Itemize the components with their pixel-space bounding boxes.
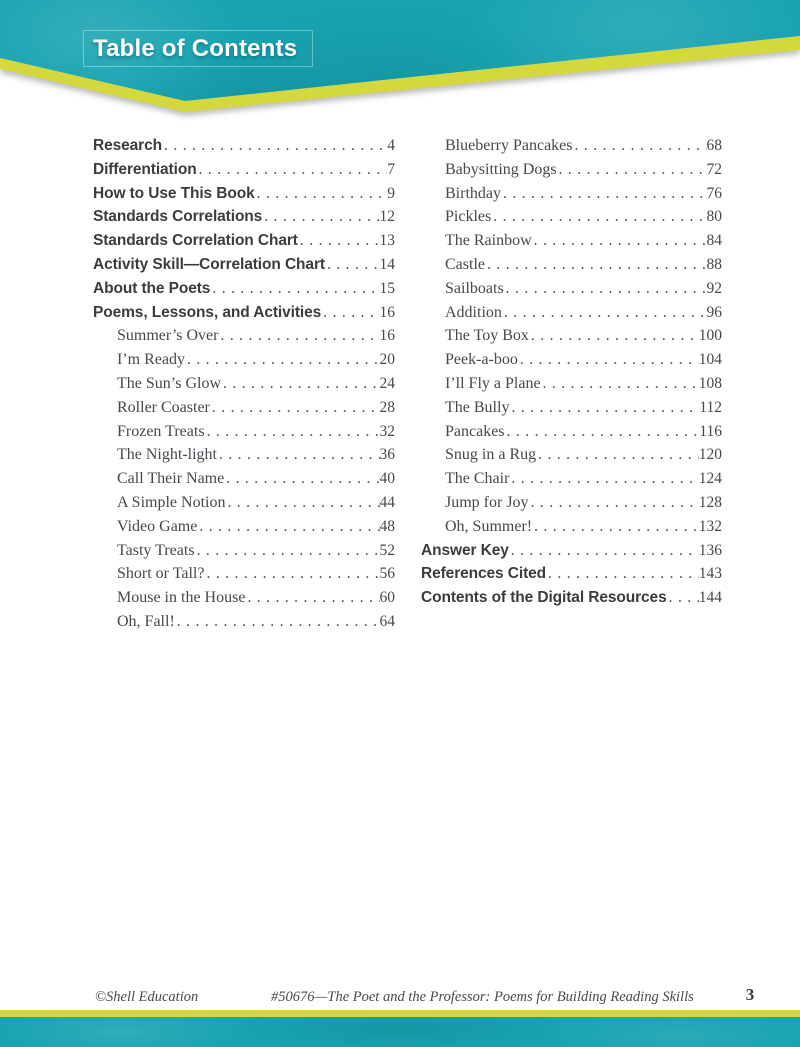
page-number: 124 bbox=[698, 470, 722, 488]
page-number: 136 bbox=[698, 541, 722, 559]
dot-leader bbox=[559, 158, 707, 182]
page-number: 24 bbox=[379, 374, 395, 392]
page-number: 104 bbox=[698, 351, 722, 369]
entry-label: Blueberry Pancakes bbox=[445, 137, 573, 154]
dot-leader bbox=[199, 158, 388, 182]
page-number: 20 bbox=[379, 351, 395, 369]
entry-label: Call Their Name bbox=[117, 470, 225, 488]
page-number: 144 bbox=[698, 589, 722, 607]
page-number: 14 bbox=[379, 255, 395, 273]
page-number: 36 bbox=[379, 446, 395, 464]
page-number: 64 bbox=[379, 612, 395, 630]
toc-entry bbox=[421, 420, 722, 444]
page-number: 52 bbox=[379, 541, 395, 559]
entry-label: Standards Correlations bbox=[93, 208, 263, 226]
dot-leader bbox=[548, 562, 699, 586]
entry-label: Summer’s Over bbox=[117, 327, 219, 345]
page-title-box bbox=[83, 30, 313, 67]
dot-leader bbox=[177, 610, 380, 634]
toc-entry bbox=[421, 348, 722, 372]
dot-leader bbox=[487, 253, 707, 277]
dot-leader bbox=[323, 301, 379, 325]
toc-entry bbox=[93, 158, 395, 182]
toc-entry bbox=[421, 372, 722, 396]
entry-label: The Sun’s Glow bbox=[117, 374, 221, 392]
page-number: 80 bbox=[706, 208, 722, 226]
dot-leader bbox=[300, 229, 380, 253]
entry-label: Roller Coaster bbox=[117, 398, 210, 416]
toc-entry bbox=[93, 253, 395, 277]
toc-entry bbox=[93, 348, 395, 372]
page-number: 116 bbox=[699, 422, 722, 440]
dot-leader bbox=[575, 134, 707, 158]
toc-entry bbox=[93, 539, 395, 563]
page-number: 108 bbox=[698, 374, 722, 392]
toc-entry bbox=[421, 158, 722, 182]
page-number: 4 bbox=[387, 137, 395, 154]
entry-label: Sailboats bbox=[445, 279, 504, 297]
entry-label: The Chair bbox=[445, 470, 510, 488]
dot-leader bbox=[493, 205, 706, 229]
page-number: 84 bbox=[706, 232, 722, 250]
entry-label: Tasty Treats bbox=[117, 541, 195, 559]
page-number: 100 bbox=[698, 327, 722, 345]
dot-leader bbox=[197, 539, 380, 563]
toc-column-left bbox=[93, 134, 395, 634]
footer-accent-rule bbox=[0, 1010, 800, 1017]
toc-entry bbox=[93, 396, 395, 420]
page-number: 112 bbox=[699, 398, 722, 416]
entry-label: Frozen Treats bbox=[117, 422, 205, 440]
dot-leader bbox=[264, 205, 379, 229]
entry-label: Video Game bbox=[117, 517, 198, 535]
page-number: 16 bbox=[379, 327, 395, 345]
dot-leader bbox=[503, 182, 707, 206]
page-title: Table of Contents bbox=[93, 34, 298, 62]
entry-label: Pancakes bbox=[445, 422, 505, 440]
entry-label: References Cited bbox=[421, 565, 547, 583]
dot-leader bbox=[531, 324, 699, 348]
header-band bbox=[0, 0, 800, 130]
entry-label: Oh, Fall! bbox=[117, 612, 175, 630]
toc-entry bbox=[421, 396, 722, 420]
dot-leader bbox=[543, 372, 699, 396]
entry-label: Babysitting Dogs bbox=[445, 160, 557, 178]
toc-entry bbox=[421, 515, 722, 539]
dot-leader bbox=[327, 253, 380, 277]
dot-leader bbox=[247, 586, 379, 610]
page-number: 120 bbox=[698, 446, 722, 464]
footer-book-info: #50676—The Poet and the Professor: Poems for Building Reading Skills bbox=[271, 989, 694, 1005]
page-number: 7 bbox=[387, 160, 395, 178]
page-number: 40 bbox=[379, 470, 395, 488]
dot-leader bbox=[212, 396, 380, 420]
page-number: 16 bbox=[379, 303, 395, 321]
page-number: 143 bbox=[698, 565, 722, 583]
page-number: 44 bbox=[379, 493, 395, 511]
toc-entry bbox=[93, 515, 395, 539]
entry-label: Snug in a Rug bbox=[445, 446, 537, 464]
toc-entry bbox=[421, 301, 722, 325]
entry-label: Birthday bbox=[445, 184, 501, 202]
toc-entry bbox=[421, 277, 722, 301]
dot-leader bbox=[520, 348, 699, 372]
toc-entry bbox=[421, 324, 722, 348]
entry-label: Activity Skill—Correlation Chart bbox=[93, 255, 325, 273]
toc-entry bbox=[93, 467, 395, 491]
entry-label: A Simple Notion bbox=[117, 493, 226, 511]
toc-entry bbox=[93, 301, 395, 325]
page-number: 96 bbox=[706, 303, 722, 321]
dot-leader bbox=[511, 467, 698, 491]
dot-leader bbox=[538, 443, 699, 467]
page-number: 60 bbox=[379, 589, 395, 607]
footer-copyright: ©Shell Education bbox=[95, 989, 199, 1005]
dot-leader bbox=[669, 586, 699, 610]
page-number: 92 bbox=[706, 279, 722, 297]
entry-label: Peek-a-boo bbox=[445, 351, 518, 369]
page-number: 76 bbox=[706, 184, 722, 202]
dot-leader bbox=[212, 277, 379, 301]
toc-entry bbox=[93, 562, 395, 586]
dot-leader bbox=[206, 562, 379, 586]
toc-entry bbox=[421, 182, 722, 206]
toc-entry bbox=[421, 467, 722, 491]
dot-leader bbox=[511, 396, 699, 420]
page-number: 13 bbox=[379, 232, 395, 250]
entry-label: Castle bbox=[445, 255, 485, 273]
page-number: 9 bbox=[387, 184, 395, 202]
dot-leader bbox=[164, 134, 387, 158]
dot-leader bbox=[534, 229, 707, 253]
toc-entry bbox=[93, 182, 395, 206]
toc-entry bbox=[93, 277, 395, 301]
page-number: 128 bbox=[698, 493, 722, 511]
entry-label: Differentiation bbox=[93, 160, 197, 178]
toc-entry bbox=[93, 229, 395, 253]
page-number: 56 bbox=[379, 565, 395, 583]
toc-entry bbox=[421, 491, 722, 515]
entry-label: I’m Ready bbox=[117, 351, 185, 369]
dot-leader bbox=[257, 182, 388, 206]
toc-entry bbox=[421, 205, 722, 229]
page-number: 15 bbox=[379, 279, 395, 297]
toc-entry bbox=[93, 420, 395, 444]
footer-teal-band bbox=[0, 1017, 800, 1047]
entry-label: Mouse in the House bbox=[117, 589, 246, 607]
entry-label: Oh, Summer! bbox=[445, 517, 533, 535]
page-number: 28 bbox=[379, 398, 395, 416]
toc-entry bbox=[93, 134, 395, 158]
entry-label: Research bbox=[93, 137, 162, 154]
entry-label: About the Poets bbox=[93, 279, 211, 297]
page-number: 132 bbox=[698, 517, 722, 535]
dot-leader bbox=[504, 301, 707, 325]
toc-entry bbox=[421, 134, 722, 158]
toc-entry bbox=[93, 610, 395, 634]
page-number: 68 bbox=[706, 137, 722, 154]
dot-leader bbox=[507, 420, 700, 444]
entry-label: The Night-light bbox=[117, 446, 217, 464]
dot-leader bbox=[506, 277, 707, 301]
entry-label: Answer Key bbox=[421, 541, 509, 559]
toc-entry bbox=[421, 562, 722, 586]
entry-label: The Toy Box bbox=[445, 327, 529, 345]
entry-label: I’ll Fly a Plane bbox=[445, 374, 541, 392]
dot-leader bbox=[511, 539, 699, 563]
entry-label: How to Use This Book bbox=[93, 184, 255, 202]
toc-entry bbox=[93, 443, 395, 467]
dot-leader bbox=[534, 515, 699, 539]
dot-leader bbox=[187, 348, 380, 372]
entry-label: Standards Correlation Chart bbox=[93, 232, 298, 250]
toc-entry bbox=[93, 491, 395, 515]
dot-leader bbox=[199, 515, 379, 539]
dot-leader bbox=[531, 491, 699, 515]
toc-entry bbox=[421, 229, 722, 253]
dot-leader bbox=[207, 420, 380, 444]
toc-entry bbox=[93, 205, 395, 229]
toc-entry bbox=[93, 372, 395, 396]
toc-entry bbox=[421, 586, 722, 610]
toc-column-right bbox=[421, 134, 722, 610]
dot-leader bbox=[226, 467, 379, 491]
entry-label: Addition bbox=[445, 303, 502, 321]
footer-page-number: 3 bbox=[745, 985, 755, 1004]
dot-leader bbox=[219, 443, 380, 467]
page-number: 32 bbox=[379, 422, 395, 440]
entry-label: Poems, Lessons, and Activities bbox=[93, 303, 322, 321]
toc-entry bbox=[93, 324, 395, 348]
entry-label: The Rainbow bbox=[445, 232, 532, 250]
entry-label: Jump for Joy bbox=[445, 493, 529, 511]
entry-label: The Bully bbox=[445, 398, 510, 416]
page-number: 48 bbox=[379, 517, 395, 535]
page-number: 88 bbox=[706, 255, 722, 273]
page-number: 12 bbox=[379, 208, 395, 226]
entry-label: Contents of the Digital Resources bbox=[421, 589, 667, 607]
toc-entry bbox=[421, 539, 722, 563]
toc-entry bbox=[421, 443, 722, 467]
toc-entry bbox=[421, 253, 722, 277]
dot-leader bbox=[223, 372, 380, 396]
entry-label: Pickles bbox=[445, 208, 492, 226]
page-number: 72 bbox=[706, 160, 722, 178]
dot-leader bbox=[220, 324, 379, 348]
entry-label: Short or Tall? bbox=[117, 565, 205, 583]
toc-entry bbox=[93, 586, 395, 610]
dot-leader bbox=[227, 491, 379, 515]
